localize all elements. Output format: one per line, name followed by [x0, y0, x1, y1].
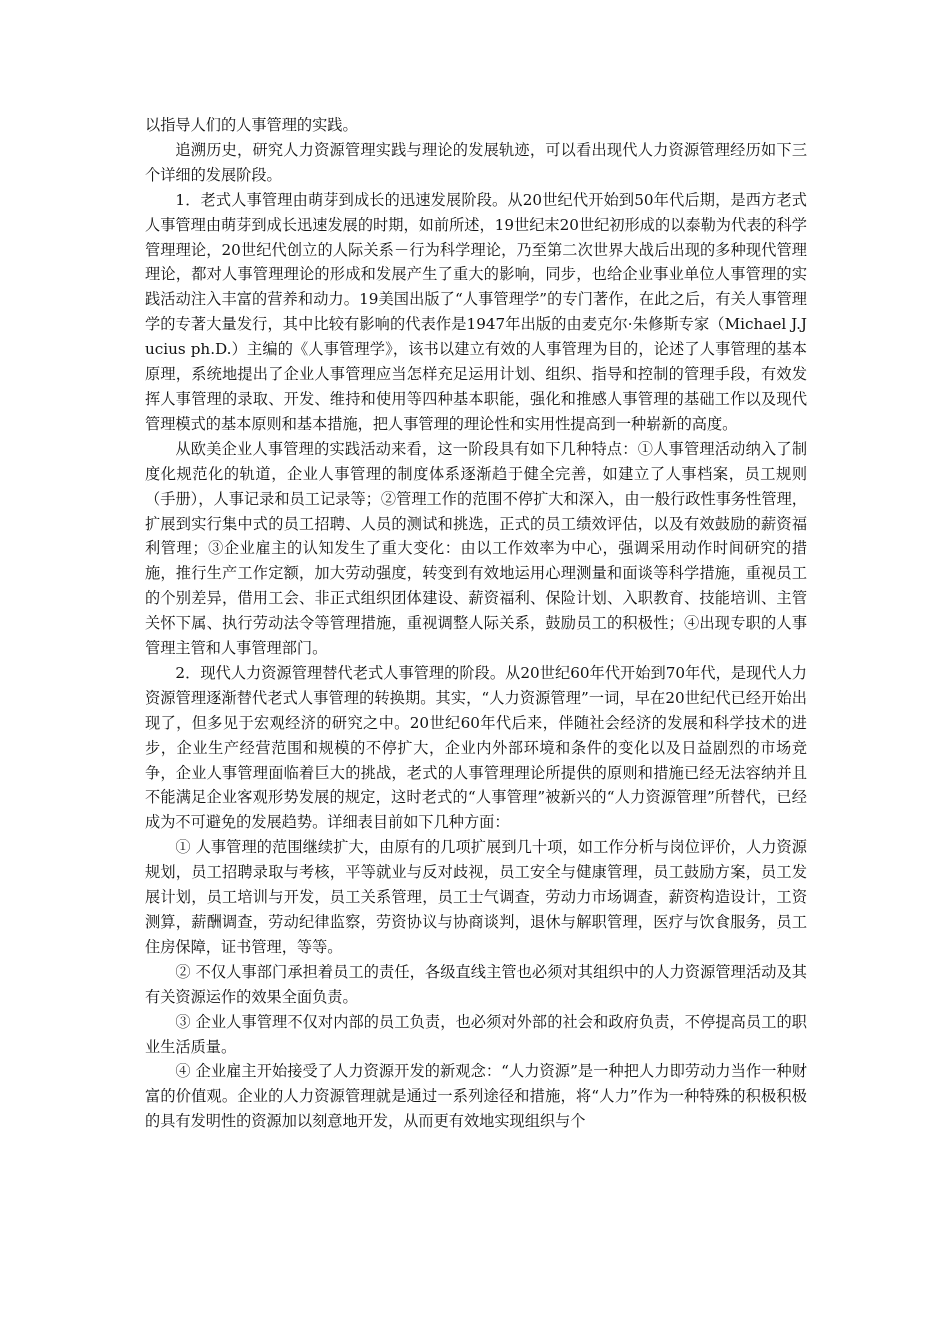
paragraph-stage-2: 2．现代人力资源管理替代老式人事管理的阶段。从20世纪60年代开始到70年代，是现代人力资源管理逐渐替代老式人事管理的转换期。其实，“人力资源管理”一词，早在20世纪代已经开始出现了，但多见于宏观经济的研究之中。20世纪60年代后来，伴随社会经济的发展和科学技术的进步，企业生产经营范围和规模的不停扩大，企业内外部环境和条件的变化以及日益剧烈的市场竞争，企业人事管理面临着巨大的挑战，老式的人事管理理论所提供的原则和措施已经无法容纳并且不能满足企业客观形势发展的规定，这时老式的“人事管理”被新兴的“人力资源管理”所替代，已经成为不可避免的发展趋势。详细表目前如下几种方面： — [145, 663, 807, 832]
paragraph-intro-tail: 以指导人们的人事管理的实践。 — [145, 116, 358, 134]
paragraph-history-overview: 追溯历史，研究人力资源管理实践与理论的发展轨迹，可以看出现代人力资源管理经历如下三个详细的发展阶段。 — [145, 140, 807, 184]
document-body — [145, 113, 807, 1134]
paragraph-stage-1-features: 从欧美企业人事管理的实践活动来看，这一阶段具有如下几种特点：①人事管理活动纳入了制度化规范化的轨道，企业人事管理的制度体系逐渐趋于健全完善，如建立了人事档案，员工规则（手册），人事记录和员工记录等；②管理工作的范围不停扩大和深入，由一般行政性事务性管理，扩展到实行集中式的员工招聘、人员的测试和挑选，正式的员工绩效评估，以及有效鼓励的薪资福利管理；③企业雇主的认知发生了重大变化：由以工作效率为中心，强调采用动作时间研究的措施，推行生产工作定额，加大劳动强度，转变到有效地运用心理测量和面谈等科学措施，重视员工的个别差异，借用工会、非正式组织团体建设、薪资福利、保险计划、入职教育、技能培训、主管关怀下属、执行劳动法令等管理措施，重视调整人际关系，鼓励员工的积极性；④出现专职的人事管理主管和人事管理部门。 — [145, 439, 807, 658]
paragraph-point-3: ③ 企业人事管理不仅对内部的员工负责，也必须对外部的社会和政府负责，不停提高员工的职业生活质量。 — [145, 1012, 807, 1056]
paragraph-point-2: ② 不仅人事部门承担着员工的责任，各级直线主管也必须对其组织中的人力资源管理活动及其有关资源运作的效果全面负责。 — [145, 962, 807, 1006]
paragraph-point-1: ① 人事管理的范围继续扩大，由原有的几项扩展到几十项，如工作分析与岗位评价，人力资源规划，员工招聘录取与考核，平等就业与反对歧视，员工安全与健康管理，员工鼓励方案，员工发展计划，员工培训与开发，员工关系管理，员工士气调查，劳动力市场调查，薪资构造设计，工资测算，薪酬调查，劳动纪律监察，劳资协议与协商谈判，退休与解职管理，医疗与饮食服务，员工住房保障，证书管理，等等。 — [145, 838, 807, 956]
paragraph-stage-1: 1．老式人事管理由萌芽到成长的迅速发展阶段。从20世纪代开始到50年代后期，是西方老式人事管理由萌芽到成长迅速发展的时期，如前所述，19世纪末20世纪初形成的以泰勒为代表的科学管理理论，20世纪代创立的人际关系－行为科学理论，乃至第二次世界大战后出现的多种现代管理理论，都对人事管理理论的形成和发展产生了重大的影响，同步，也给企业事业单位人事管理的实践活动注入丰富的营养和动力。19美国出版了“人事管理学”的专门著作，在此之后，有关人事管理学的专著大量发行，其中比较有影响的代表作是1947年出版的由麦克尔·朱修斯专家（Michael J.Jucius ph.D.）主编的《人事管理学》，该书以建立有效的人事管理为目的，论述了人事管理的基本原理，系统地提出了企业人事管理应当怎样充足运用计划、组织、指导和控制的管理手段，有效发挥人事管理的录取、开发、维持和使用等四种基本职能，强化和推感人事管理的基础工作以及现代管理模式的基本原则和基本措施，把人事管理的理论性和实用性提高到一种崭新的高度。 — [145, 190, 807, 433]
paragraph-point-4: ④ 企业雇主开始接受了人力资源开发的新观念：“人力资源”是一种把人力即劳动力当作一种财富的价值观。企业的人力资源管理就是通过一系列途径和措施，将“人力”作为一种特殊的积极积极的具有发明性的资源加以刻意地开发，从而更有效地实现组织与个 — [145, 1062, 807, 1131]
